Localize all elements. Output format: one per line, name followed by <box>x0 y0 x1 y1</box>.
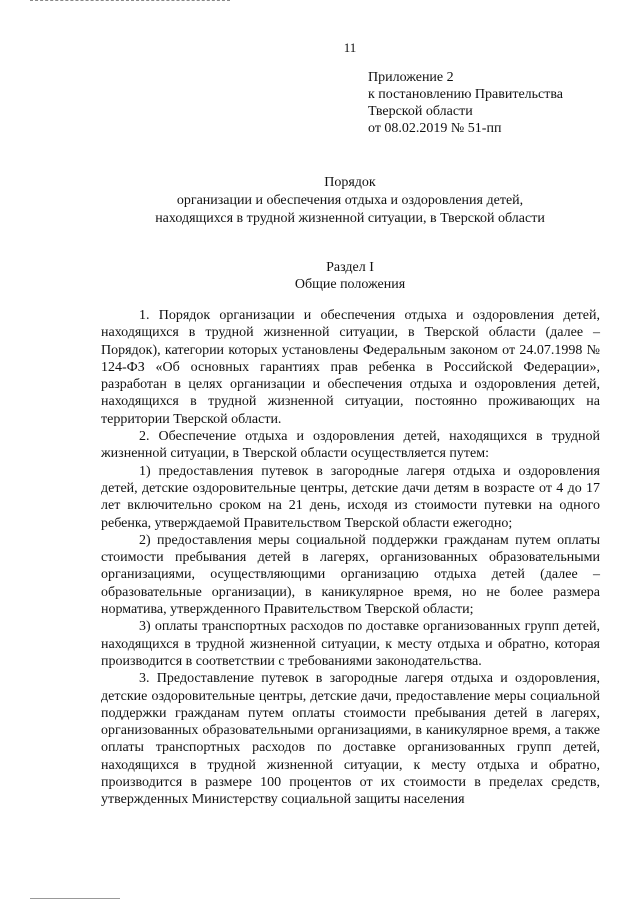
paragraph: 1) предоставления путевок в загородные лагеря отдыха и оздоровления детей, детские оздоровительные центры, детские дачи детям в возрасте от 4 до 17 лет включительно сроком на 21 день, исходя из стоимости путевки на одного ребенка, утверждаемой Правительством Тверской области ежегодно; <box>101 463 600 531</box>
title-line-1: Порядок <box>324 175 376 190</box>
paragraph: 1. Порядок организации и обеспечения отдыха и оздоровления детей, находящихся в трудной жизненной ситуации, в Тверской области (далее – Порядок), категории которых установлены Федеральным законом от 24.07.1998 № 124-ФЗ «Об основных гарантиях прав ребенка в Российской Федерации», разработан в целях организации и обеспечения отдыха и оздоровления детей, находящихся в трудной жизненной ситуации, постоянно проживающих на территории Тверской области. <box>101 308 600 427</box>
title-line-2: организации и обеспечения отдыха и оздоровления детей, <box>176 193 524 208</box>
page-number: 11 <box>343 40 357 55</box>
appendix-line-2: к постановлению Правительства <box>368 87 564 102</box>
document-title <box>60 174 640 228</box>
appendix-line-3: Тверской области <box>368 104 473 119</box>
paragraph: 2. Обеспечение отдыха и оздоровления детей, находящихся в трудной жизненной ситуации, в Тверской области осуществляется путем: <box>101 429 600 462</box>
title-line-3: находящихся в трудной жизненной ситуации, в Тверской области <box>155 211 545 226</box>
section-name: Общие положения <box>294 277 406 292</box>
paragraph: 3. Предоставление путевок в загородные лагеря отдыха и оздоровления, детские оздоровительные центры, детские дачи, предоставление меры социальной поддержки гражданам путем оплаты стоимости пребывания детей в лагерях, организованных образовательными организациями, в каникулярное время, а также оплаты транспортных расходов по доставке организованных групп детей, находящихся в трудной жизненной ситуации, к месту отдыха и обратно, производится в размере 100 процентов от их стоимости в пределах средств, утвержденных Министерству социальной защиты населения <box>101 671 600 808</box>
appendix-header <box>368 69 563 137</box>
appendix-line-1: Приложение 2 <box>368 70 454 85</box>
scan-edge-mark <box>30 0 230 4</box>
footer-rule <box>30 898 120 899</box>
section-heading <box>60 259 640 293</box>
section-number: Раздел I <box>326 260 374 275</box>
paragraph: 2) предоставления меры социальной поддержки гражданам путем оплаты стоимости пребывания детей в лагерях, организованных образовательными организациями, осуществляющими организацию отдыха детей (далее – образовательные организации), в каникулярное время, но не более размера норматива, утвержденного Правительством Тверской области; <box>101 532 600 618</box>
body-text <box>101 307 600 809</box>
appendix-line-4: от 08.02.2019 № 51-пп <box>368 121 502 136</box>
paragraph: 3) оплаты транспортных расходов по доставке организованных групп детей, находящихся в трудной жизненной ситуации, к месту отдыха и обратно, которая производится в соответствии с требованиями законодательства. <box>101 619 600 669</box>
